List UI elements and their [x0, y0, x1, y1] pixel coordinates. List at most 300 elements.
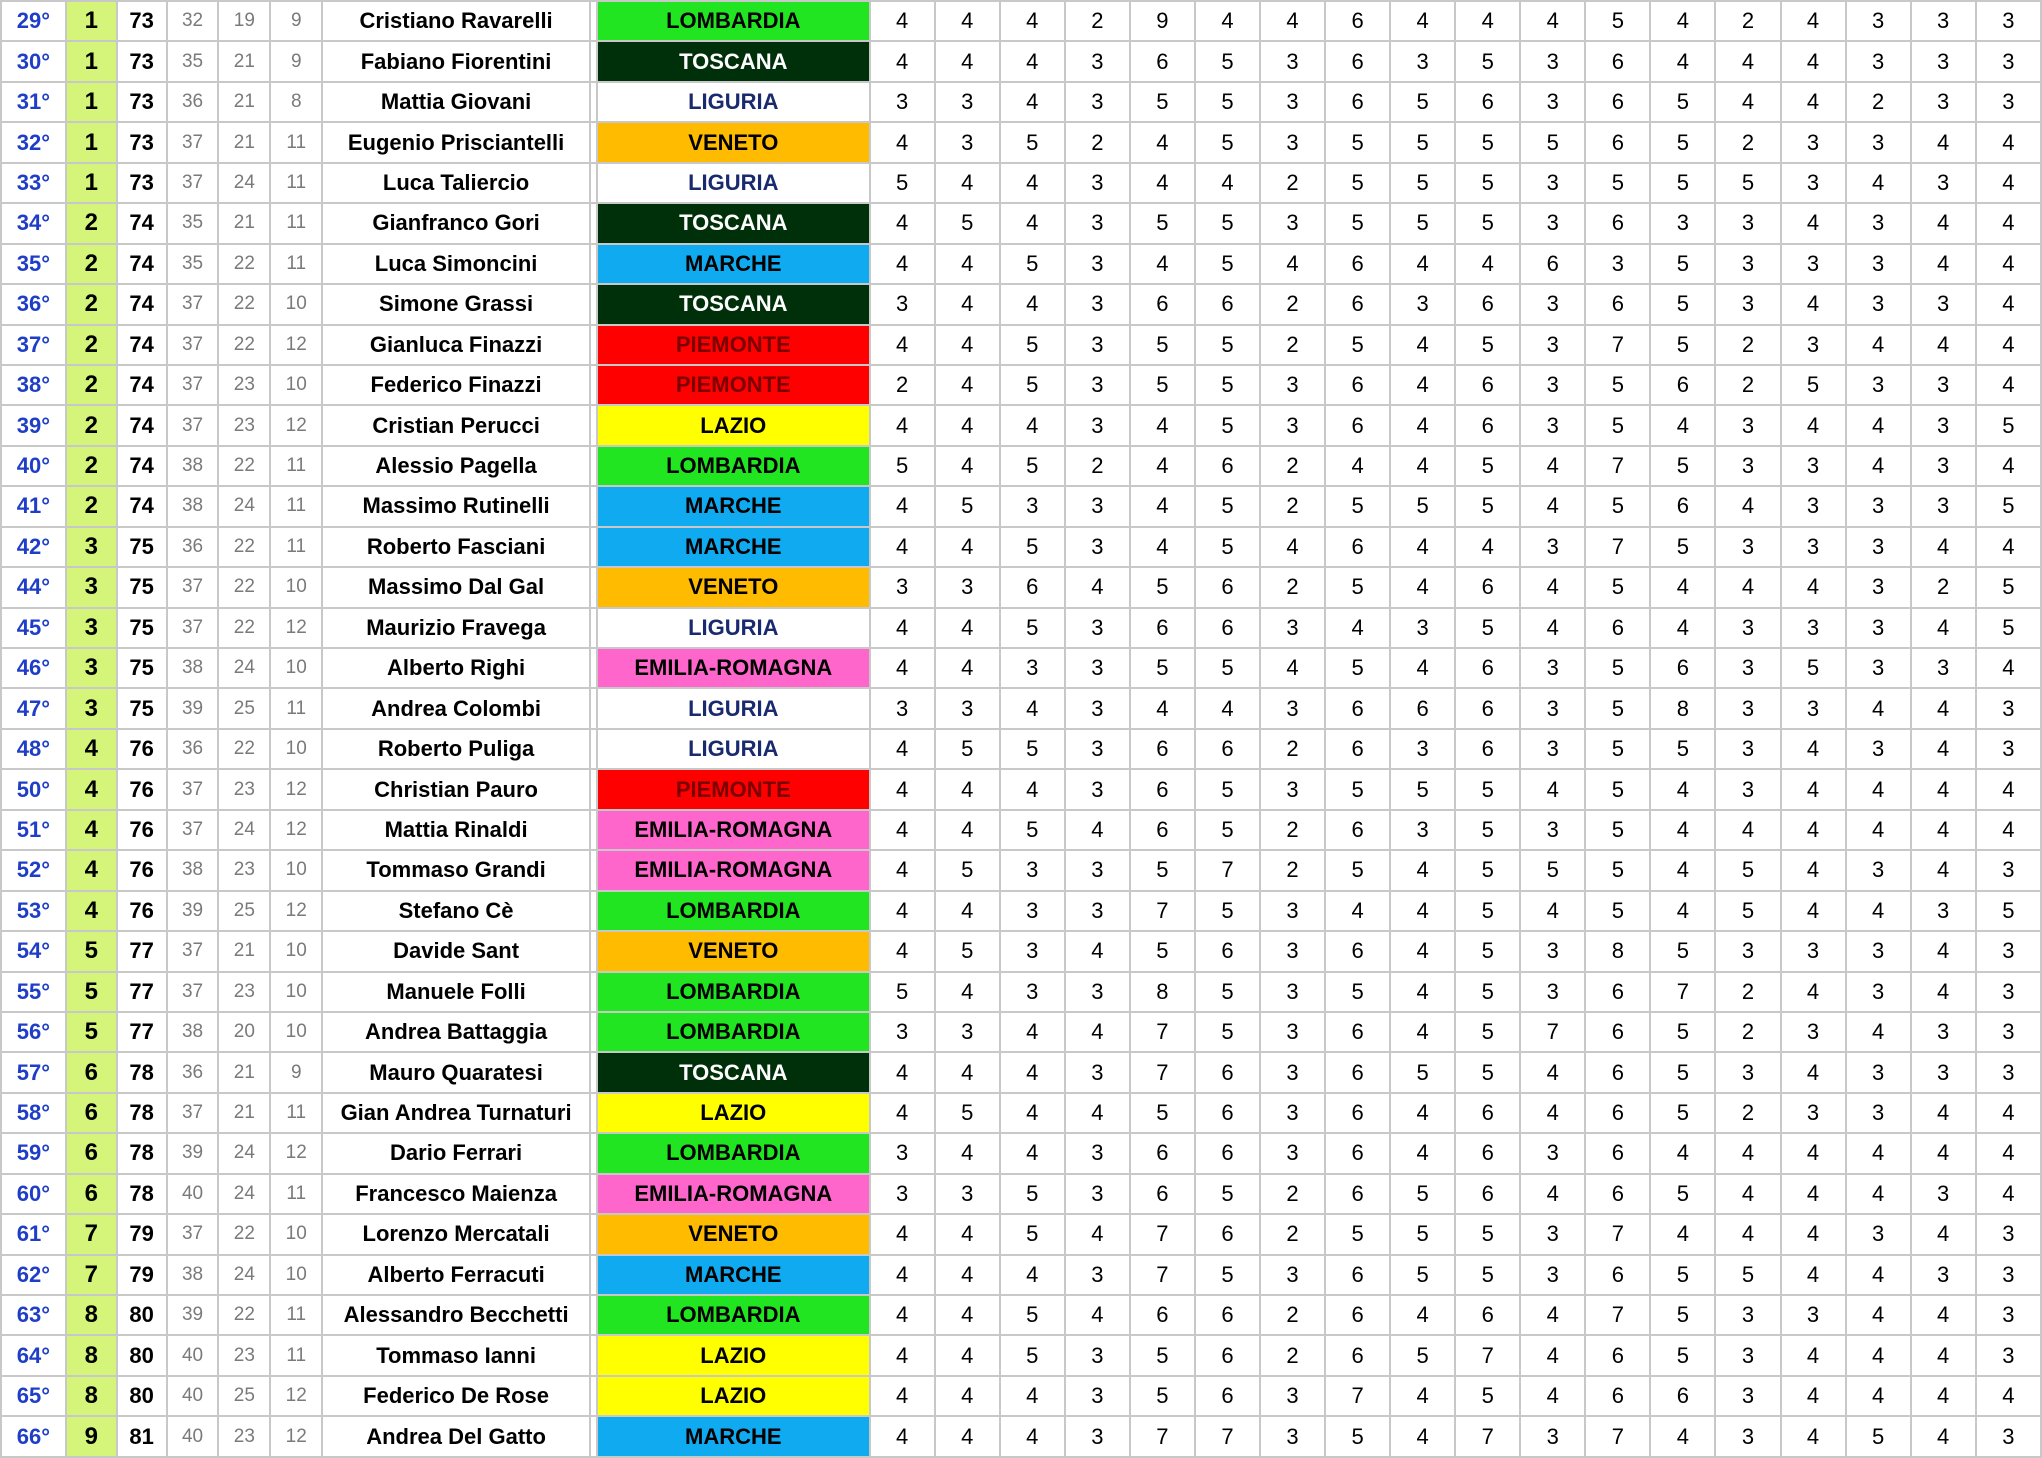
- player-name-cell: Roberto Fasciani: [322, 527, 590, 567]
- hole-score-cell-9: 3: [1390, 284, 1455, 324]
- sub-score-3-cell: 9: [270, 1, 322, 41]
- region-cell: PIEMONTE: [597, 325, 870, 365]
- hole-score-cell-8: 5: [1325, 567, 1390, 607]
- hole-score-cell-2: 3: [935, 82, 1000, 122]
- hole-score-cell-4: 4: [1065, 810, 1130, 850]
- hole-score-cell-16: 3: [1846, 972, 1911, 1012]
- hole-score-cell-15: 4: [1781, 810, 1846, 850]
- hole-score-cell-13: 5: [1650, 122, 1715, 162]
- hole-score-cell-15: 3: [1781, 325, 1846, 365]
- sub-score-1-cell: 39: [167, 1295, 219, 1335]
- spacer-cell: [590, 1416, 597, 1456]
- hole-score-cell-14: 3: [1715, 1376, 1780, 1416]
- hole-score-cell-11: 6: [1520, 244, 1585, 284]
- hole-score-cell-3: 5: [1000, 244, 1065, 284]
- sub-score-3-cell: 10: [270, 1214, 322, 1254]
- hole-score-cell-6: 7: [1195, 1416, 1260, 1456]
- hole-score-cell-12: 5: [1585, 810, 1650, 850]
- hole-score-cell-7: 2: [1260, 163, 1325, 203]
- hole-score-cell-4: 3: [1065, 1376, 1130, 1416]
- hole-score-cell-6: 5: [1195, 1012, 1260, 1052]
- hole-score-cell-17: 3: [1911, 1052, 1976, 1092]
- hole-score-cell-6: 6: [1195, 1093, 1260, 1133]
- hole-score-cell-15: 3: [1781, 688, 1846, 728]
- sub-score-1-cell: 37: [167, 163, 219, 203]
- spacer-cell: [590, 405, 597, 445]
- hole-score-cell-8: 4: [1325, 446, 1390, 486]
- hole-score-cell-13: 5: [1650, 163, 1715, 203]
- group-cell: 2: [66, 325, 117, 365]
- hole-score-cell-10: 5: [1455, 850, 1520, 890]
- hole-score-cell-1: 3: [870, 1174, 935, 1214]
- hole-score-cell-9: 3: [1390, 729, 1455, 769]
- hole-score-cell-9: 5: [1390, 1174, 1455, 1214]
- hole-score-cell-4: 3: [1065, 365, 1130, 405]
- hole-score-cell-7: 3: [1260, 1052, 1325, 1092]
- hole-score-cell-5: 7: [1130, 1214, 1195, 1254]
- hole-score-cell-14: 5: [1715, 1255, 1780, 1295]
- hole-score-cell-4: 4: [1065, 1012, 1130, 1052]
- hole-score-cell-13: 4: [1650, 891, 1715, 931]
- hole-score-cell-12: 6: [1585, 608, 1650, 648]
- hole-score-cell-6: 6: [1195, 1295, 1260, 1335]
- hole-score-cell-9: 4: [1390, 325, 1455, 365]
- hole-score-cell-7: 2: [1260, 810, 1325, 850]
- total-cell: 74: [117, 325, 167, 365]
- hole-score-cell-15: 4: [1781, 284, 1846, 324]
- region-cell: LOMBARDIA: [597, 1012, 870, 1052]
- hole-score-cell-8: 4: [1325, 608, 1390, 648]
- hole-score-cell-16: 3: [1846, 931, 1911, 971]
- player-name-cell: Gianfranco Gori: [322, 203, 590, 243]
- hole-score-cell-10: 5: [1455, 325, 1520, 365]
- position-cell: 45°: [1, 608, 66, 648]
- hole-score-cell-6: 5: [1195, 486, 1260, 526]
- sub-score-1-cell: 36: [167, 82, 219, 122]
- region-cell: LIGURIA: [597, 82, 870, 122]
- hole-score-cell-13: 4: [1650, 1416, 1715, 1456]
- sub-score-3-cell: 12: [270, 810, 322, 850]
- hole-score-cell-4: 3: [1065, 729, 1130, 769]
- hole-score-cell-13: 4: [1650, 1214, 1715, 1254]
- hole-score-cell-3: 5: [1000, 1295, 1065, 1335]
- sub-score-1-cell: 37: [167, 972, 219, 1012]
- player-name-cell: Massimo Rutinelli: [322, 486, 590, 526]
- hole-score-cell-9: 5: [1390, 486, 1455, 526]
- hole-score-cell-16: 3: [1846, 1, 1911, 41]
- hole-score-cell-5: 5: [1130, 82, 1195, 122]
- hole-score-cell-8: 6: [1325, 405, 1390, 445]
- spacer-cell: [590, 972, 597, 1012]
- hole-score-cell-18: 4: [1976, 365, 2041, 405]
- hole-score-cell-8: 6: [1325, 688, 1390, 728]
- hole-score-cell-4: 3: [1065, 608, 1130, 648]
- hole-score-cell-4: 3: [1065, 769, 1130, 809]
- hole-score-cell-5: 9: [1130, 1, 1195, 41]
- region-cell: MARCHE: [597, 1416, 870, 1456]
- hole-score-cell-16: 4: [1846, 769, 1911, 809]
- sub-score-3-cell: 10: [270, 567, 322, 607]
- hole-score-cell-18: 4: [1976, 284, 2041, 324]
- hole-score-cell-12: 6: [1585, 203, 1650, 243]
- table-row: [1, 850, 2041, 890]
- hole-score-cell-8: 4: [1325, 891, 1390, 931]
- hole-score-cell-5: 6: [1130, 1133, 1195, 1173]
- region-cell: MARCHE: [597, 486, 870, 526]
- table-row: [1, 284, 2041, 324]
- hole-score-cell-17: 3: [1911, 1174, 1976, 1214]
- sub-score-3-cell: 10: [270, 972, 322, 1012]
- hole-score-cell-12: 7: [1585, 446, 1650, 486]
- table-row: [1, 163, 2041, 203]
- hole-score-cell-3: 5: [1000, 122, 1065, 162]
- region-cell: LIGURIA: [597, 729, 870, 769]
- sub-score-3-cell: 11: [270, 203, 322, 243]
- hole-score-cell-11: 3: [1520, 203, 1585, 243]
- hole-score-cell-3: 4: [1000, 163, 1065, 203]
- player-name-cell: Gianluca Finazzi: [322, 325, 590, 365]
- hole-score-cell-10: 5: [1455, 41, 1520, 81]
- hole-score-cell-9: 4: [1390, 244, 1455, 284]
- sub-score-1-cell: 39: [167, 688, 219, 728]
- position-cell: 36°: [1, 284, 66, 324]
- hole-score-cell-11: 3: [1520, 1214, 1585, 1254]
- hole-score-cell-2: 4: [935, 972, 1000, 1012]
- hole-score-cell-2: 4: [935, 405, 1000, 445]
- hole-score-cell-15: 4: [1781, 1174, 1846, 1214]
- hole-score-cell-17: 3: [1911, 1, 1976, 41]
- group-cell: 7: [66, 1255, 117, 1295]
- hole-score-cell-10: 6: [1455, 1295, 1520, 1335]
- hole-score-cell-16: 4: [1846, 446, 1911, 486]
- total-cell: 80: [117, 1295, 167, 1335]
- hole-score-cell-17: 4: [1911, 931, 1976, 971]
- hole-score-cell-14: 4: [1715, 1214, 1780, 1254]
- hole-score-cell-16: 3: [1846, 486, 1911, 526]
- region-cell: LIGURIA: [597, 688, 870, 728]
- group-cell: 9: [66, 1416, 117, 1456]
- region-cell: LOMBARDIA: [597, 1, 870, 41]
- hole-score-cell-9: 5: [1390, 1335, 1455, 1375]
- player-name-cell: Francesco Maienza: [322, 1174, 590, 1214]
- hole-score-cell-10: 5: [1455, 486, 1520, 526]
- hole-score-cell-6: 4: [1195, 1, 1260, 41]
- hole-score-cell-10: 6: [1455, 567, 1520, 607]
- hole-score-cell-16: 4: [1846, 688, 1911, 728]
- hole-score-cell-16: 4: [1846, 1295, 1911, 1335]
- hole-score-cell-3: 5: [1000, 365, 1065, 405]
- hole-score-cell-3: 4: [1000, 1012, 1065, 1052]
- hole-score-cell-13: 4: [1650, 850, 1715, 890]
- total-cell: 74: [117, 244, 167, 284]
- hole-score-cell-6: 6: [1195, 729, 1260, 769]
- region-cell: TOSCANA: [597, 203, 870, 243]
- hole-score-cell-10: 5: [1455, 1052, 1520, 1092]
- hole-score-cell-5: 5: [1130, 1093, 1195, 1133]
- hole-score-cell-7: 3: [1260, 365, 1325, 405]
- hole-score-cell-8: 5: [1325, 203, 1390, 243]
- position-cell: 60°: [1, 1174, 66, 1214]
- hole-score-cell-4: 3: [1065, 163, 1130, 203]
- hole-score-cell-13: 4: [1650, 608, 1715, 648]
- hole-score-cell-7: 3: [1260, 1416, 1325, 1456]
- hole-score-cell-12: 5: [1585, 1, 1650, 41]
- hole-score-cell-3: 5: [1000, 1335, 1065, 1375]
- hole-score-cell-6: 5: [1195, 365, 1260, 405]
- hole-score-cell-14: 4: [1715, 486, 1780, 526]
- spacer-cell: [590, 1, 597, 41]
- hole-score-cell-18: 3: [1976, 82, 2041, 122]
- hole-score-cell-3: 3: [1000, 648, 1065, 688]
- hole-score-cell-16: 3: [1846, 284, 1911, 324]
- spacer-cell: [590, 365, 597, 405]
- hole-score-cell-3: 4: [1000, 203, 1065, 243]
- hole-score-cell-1: 3: [870, 688, 935, 728]
- total-cell: 77: [117, 931, 167, 971]
- hole-score-cell-11: 4: [1520, 769, 1585, 809]
- sub-score-1-cell: 35: [167, 41, 219, 81]
- hole-score-cell-6: 5: [1195, 1174, 1260, 1214]
- sub-score-2-cell: 22: [218, 446, 270, 486]
- sub-score-3-cell: 10: [270, 648, 322, 688]
- hole-score-cell-10: 5: [1455, 163, 1520, 203]
- player-name-cell: Andrea Del Gatto: [322, 1416, 590, 1456]
- hole-score-cell-12: 6: [1585, 1133, 1650, 1173]
- sub-score-3-cell: 10: [270, 284, 322, 324]
- sub-score-1-cell: 38: [167, 486, 219, 526]
- player-name-cell: Maurizio Fravega: [322, 608, 590, 648]
- sub-score-3-cell: 12: [270, 1416, 322, 1456]
- hole-score-cell-7: 2: [1260, 486, 1325, 526]
- group-cell: 4: [66, 769, 117, 809]
- position-cell: 32°: [1, 122, 66, 162]
- hole-score-cell-9: 4: [1390, 365, 1455, 405]
- hole-score-cell-8: 6: [1325, 365, 1390, 405]
- hole-score-cell-6: 6: [1195, 567, 1260, 607]
- hole-score-cell-9: 4: [1390, 1416, 1455, 1456]
- hole-score-cell-2: 4: [935, 163, 1000, 203]
- hole-score-cell-7: 3: [1260, 931, 1325, 971]
- hole-score-cell-4: 3: [1065, 688, 1130, 728]
- hole-score-cell-7: 2: [1260, 325, 1325, 365]
- hole-score-cell-11: 5: [1520, 122, 1585, 162]
- hole-score-cell-12: 6: [1585, 284, 1650, 324]
- table-row: [1, 405, 2041, 445]
- table-row: [1, 1214, 2041, 1254]
- hole-score-cell-10: 5: [1455, 608, 1520, 648]
- region-cell: TOSCANA: [597, 1052, 870, 1092]
- player-name-cell: Christian Pauro: [322, 769, 590, 809]
- hole-score-cell-16: 3: [1846, 41, 1911, 81]
- sub-score-2-cell: 23: [218, 1416, 270, 1456]
- hole-score-cell-3: 4: [1000, 1376, 1065, 1416]
- hole-score-cell-13: 5: [1650, 1295, 1715, 1335]
- hole-score-cell-17: 4: [1911, 1376, 1976, 1416]
- sub-score-1-cell: 37: [167, 810, 219, 850]
- hole-score-cell-3: 5: [1000, 729, 1065, 769]
- hole-score-cell-17: 4: [1911, 1214, 1976, 1254]
- hole-score-cell-9: 4: [1390, 1093, 1455, 1133]
- position-cell: 65°: [1, 1376, 66, 1416]
- hole-score-cell-4: 4: [1065, 1295, 1130, 1335]
- hole-score-cell-12: 6: [1585, 1376, 1650, 1416]
- hole-score-cell-4: 3: [1065, 405, 1130, 445]
- hole-score-cell-1: 4: [870, 41, 935, 81]
- hole-score-cell-15: 3: [1781, 608, 1846, 648]
- hole-score-cell-1: 3: [870, 1012, 935, 1052]
- sub-score-2-cell: 22: [218, 1295, 270, 1335]
- player-name-cell: Luca Taliercio: [322, 163, 590, 203]
- hole-score-cell-7: 4: [1260, 244, 1325, 284]
- spacer-cell: [590, 1335, 597, 1375]
- hole-score-cell-14: 3: [1715, 688, 1780, 728]
- hole-score-cell-9: 5: [1390, 769, 1455, 809]
- sub-score-1-cell: 36: [167, 527, 219, 567]
- sub-score-2-cell: 24: [218, 1133, 270, 1173]
- position-cell: 40°: [1, 446, 66, 486]
- hole-score-cell-8: 5: [1325, 1214, 1390, 1254]
- hole-score-cell-12: 7: [1585, 527, 1650, 567]
- hole-score-cell-17: 4: [1911, 769, 1976, 809]
- position-cell: 31°: [1, 82, 66, 122]
- sub-score-3-cell: 10: [270, 850, 322, 890]
- hole-score-cell-3: 4: [1000, 1, 1065, 41]
- region-cell: LIGURIA: [597, 608, 870, 648]
- hole-score-cell-14: 3: [1715, 931, 1780, 971]
- hole-score-cell-6: 6: [1195, 1214, 1260, 1254]
- hole-score-cell-9: 5: [1390, 122, 1455, 162]
- hole-score-cell-14: 3: [1715, 729, 1780, 769]
- hole-score-cell-7: 4: [1260, 648, 1325, 688]
- hole-score-cell-8: 5: [1325, 850, 1390, 890]
- hole-score-cell-8: 6: [1325, 1012, 1390, 1052]
- hole-score-cell-7: 3: [1260, 405, 1325, 445]
- hole-score-cell-12: 5: [1585, 486, 1650, 526]
- hole-score-cell-5: 6: [1130, 810, 1195, 850]
- sub-score-2-cell: 24: [218, 486, 270, 526]
- hole-score-cell-3: 5: [1000, 810, 1065, 850]
- hole-score-cell-18: 5: [1976, 486, 2041, 526]
- hole-score-cell-2: 4: [935, 1133, 1000, 1173]
- total-cell: 73: [117, 41, 167, 81]
- hole-score-cell-2: 3: [935, 567, 1000, 607]
- hole-score-cell-18: 3: [1976, 729, 2041, 769]
- sub-score-1-cell: 37: [167, 608, 219, 648]
- hole-score-cell-3: 4: [1000, 1093, 1065, 1133]
- hole-score-cell-5: 6: [1130, 1174, 1195, 1214]
- hole-score-cell-15: 4: [1781, 1052, 1846, 1092]
- hole-score-cell-13: 5: [1650, 527, 1715, 567]
- hole-score-cell-12: 6: [1585, 1052, 1650, 1092]
- table-row: [1, 810, 2041, 850]
- hole-score-cell-17: 4: [1911, 527, 1976, 567]
- table-row: [1, 1093, 2041, 1133]
- sub-score-1-cell: 40: [167, 1335, 219, 1375]
- hole-score-cell-7: 3: [1260, 1133, 1325, 1173]
- hole-score-cell-2: 5: [935, 850, 1000, 890]
- hole-score-cell-12: 6: [1585, 1335, 1650, 1375]
- hole-score-cell-6: 5: [1195, 41, 1260, 81]
- total-cell: 79: [117, 1255, 167, 1295]
- position-cell: 41°: [1, 486, 66, 526]
- hole-score-cell-13: 6: [1650, 1376, 1715, 1416]
- hole-score-cell-1: 4: [870, 850, 935, 890]
- hole-score-cell-3: 5: [1000, 325, 1065, 365]
- group-cell: 4: [66, 850, 117, 890]
- group-cell: 5: [66, 931, 117, 971]
- hole-score-cell-17: 4: [1911, 244, 1976, 284]
- hole-score-cell-18: 4: [1976, 325, 2041, 365]
- hole-score-cell-18: 3: [1976, 688, 2041, 728]
- hole-score-cell-16: 4: [1846, 325, 1911, 365]
- hole-score-cell-7: 3: [1260, 769, 1325, 809]
- hole-score-cell-8: 5: [1325, 325, 1390, 365]
- hole-score-cell-4: 4: [1065, 931, 1130, 971]
- sub-score-2-cell: 23: [218, 972, 270, 1012]
- hole-score-cell-9: 3: [1390, 608, 1455, 648]
- total-cell: 74: [117, 405, 167, 445]
- spacer-cell: [590, 284, 597, 324]
- spacer-cell: [590, 567, 597, 607]
- hole-score-cell-2: 4: [935, 41, 1000, 81]
- hole-score-cell-11: 7: [1520, 1012, 1585, 1052]
- hole-score-cell-10: 4: [1455, 1, 1520, 41]
- table-row: [1, 527, 2041, 567]
- hole-score-cell-4: 3: [1065, 325, 1130, 365]
- hole-score-cell-9: 4: [1390, 1012, 1455, 1052]
- hole-score-cell-17: 4: [1911, 1093, 1976, 1133]
- hole-score-cell-5: 6: [1130, 41, 1195, 81]
- hole-score-cell-4: 3: [1065, 41, 1130, 81]
- table-row: [1, 365, 2041, 405]
- hole-score-cell-2: 4: [935, 527, 1000, 567]
- player-name-cell: Cristian Perucci: [322, 405, 590, 445]
- spacer-cell: [590, 244, 597, 284]
- hole-score-cell-16: 4: [1846, 1335, 1911, 1375]
- hole-score-cell-1: 4: [870, 1, 935, 41]
- hole-score-cell-12: 7: [1585, 1295, 1650, 1335]
- group-cell: 2: [66, 365, 117, 405]
- sub-score-2-cell: 22: [218, 527, 270, 567]
- player-name-cell: Fabiano Fiorentini: [322, 41, 590, 81]
- hole-score-cell-1: 4: [870, 325, 935, 365]
- hole-score-cell-3: 5: [1000, 608, 1065, 648]
- hole-score-cell-10: 5: [1455, 1376, 1520, 1416]
- sub-score-3-cell: 9: [270, 1052, 322, 1092]
- hole-score-cell-4: 3: [1065, 244, 1130, 284]
- sub-score-3-cell: 11: [270, 688, 322, 728]
- hole-score-cell-16: 4: [1846, 163, 1911, 203]
- sub-score-1-cell: 40: [167, 1416, 219, 1456]
- hole-score-cell-16: 5: [1846, 1416, 1911, 1456]
- hole-score-cell-4: 3: [1065, 1416, 1130, 1456]
- hole-score-cell-10: 7: [1455, 1416, 1520, 1456]
- hole-score-cell-1: 4: [870, 648, 935, 688]
- hole-score-cell-14: 4: [1715, 1174, 1780, 1214]
- spacer-cell: [590, 891, 597, 931]
- sub-score-2-cell: 21: [218, 82, 270, 122]
- spacer-cell: [590, 163, 597, 203]
- sub-score-1-cell: 37: [167, 325, 219, 365]
- hole-score-cell-2: 5: [935, 203, 1000, 243]
- hole-score-cell-1: 4: [870, 769, 935, 809]
- sub-score-3-cell: 12: [270, 1133, 322, 1173]
- hole-score-cell-15: 4: [1781, 1133, 1846, 1173]
- hole-score-cell-18: 4: [1976, 446, 2041, 486]
- position-cell: 42°: [1, 527, 66, 567]
- hole-score-cell-8: 6: [1325, 729, 1390, 769]
- hole-score-cell-7: 2: [1260, 850, 1325, 890]
